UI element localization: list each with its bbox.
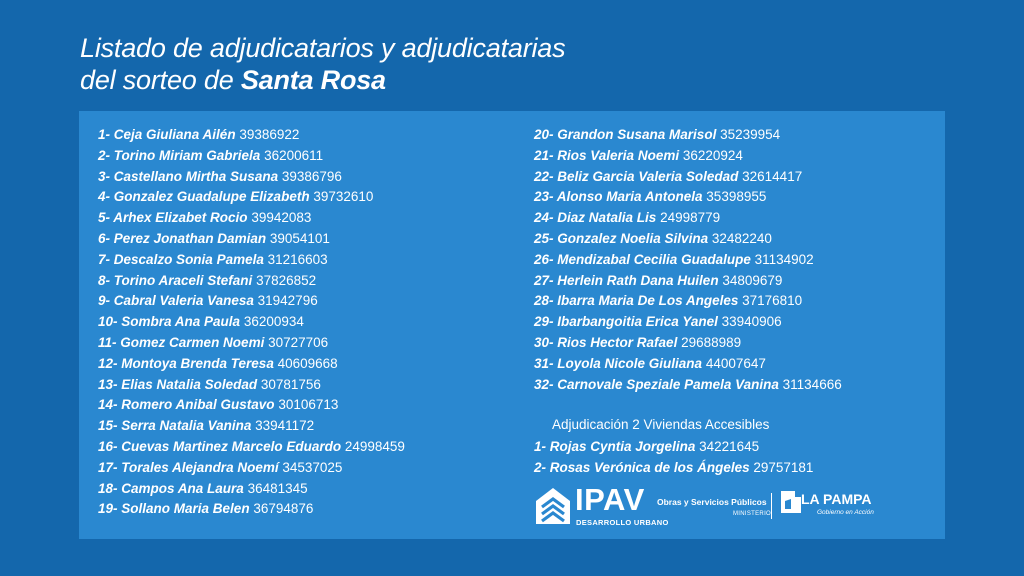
- list-item-dni: 36220924: [682, 147, 743, 163]
- list-item-dni: 37826852: [256, 272, 317, 288]
- list-item: [534, 458, 813, 479]
- list-item-dni: 31216603: [267, 251, 328, 267]
- list-item: [98, 479, 405, 500]
- list-item-number: 1-: [98, 127, 111, 142]
- list-item: [534, 167, 842, 188]
- list-item: [534, 229, 842, 250]
- title-line-2-prefix: del sorteo de: [80, 65, 234, 95]
- list-item-dni: 24998779: [660, 210, 721, 226]
- list-item-number: 10-: [98, 314, 118, 330]
- list-item: [534, 291, 842, 312]
- list-item: [98, 395, 405, 416]
- list-item-number: 31-: [534, 355, 554, 371]
- list-item-name: Loyola Nicole Giuliana: [557, 355, 703, 371]
- list-item-name: Romero Anibal Gustavo: [121, 397, 275, 413]
- list-item-name: Gonzalez Guadalupe Elizabeth: [113, 189, 310, 205]
- list-item-dni: 34221645: [699, 439, 760, 454]
- list-item-dni: 33940906: [721, 314, 782, 330]
- list-item-number: 13-: [98, 376, 118, 392]
- list-item-dni: 37176810: [742, 293, 803, 309]
- list-item: [98, 125, 405, 146]
- list-item-name: Carnovale Speziale Pamela Vanina: [557, 376, 779, 392]
- list-item-name: Alonso Maria Antonela: [556, 189, 703, 205]
- list-item-number: 21-: [534, 147, 554, 163]
- list-item-number: 6-: [98, 230, 111, 246]
- list-item-name: Rios Valeria Noemi: [557, 147, 680, 163]
- list-item-number: 16-: [98, 438, 118, 454]
- list-item-name: Ibarbangoitia Erica Yanel: [557, 314, 718, 330]
- list-item: [98, 499, 405, 520]
- list-item-number: 9-: [98, 293, 111, 309]
- list-item-number: 26-: [534, 251, 554, 267]
- list-item-dni: 31134902: [754, 251, 814, 267]
- list-item: [534, 375, 842, 396]
- list-column-right: [534, 125, 842, 395]
- list-item-name: Rojas Cyntia Jorgelina: [549, 439, 696, 454]
- list-item-dni: 30781756: [260, 376, 321, 392]
- list-item-name: Castellano Mirtha Susana: [113, 168, 279, 184]
- list-panel: [79, 111, 945, 539]
- list-item: [534, 125, 842, 146]
- province-name: LA PAMPA: [801, 491, 872, 507]
- list-item-number: 22-: [534, 168, 554, 184]
- list-item: [98, 146, 405, 167]
- list-item: [98, 229, 405, 250]
- list-item-name: Torales Alejandra Noemí: [121, 459, 279, 475]
- list-item-name: Sollano Maria Belen: [121, 501, 250, 517]
- list-item: [534, 208, 842, 229]
- list-item: [98, 271, 405, 292]
- list-item-number: 27-: [534, 272, 554, 288]
- list-item-dni: 29757181: [753, 459, 814, 475]
- list-item-number: 7-: [98, 251, 111, 267]
- list-item: [98, 187, 405, 208]
- list-item-dni: 24998459: [344, 438, 405, 454]
- list-item-dni: 33941172: [255, 418, 315, 434]
- list-item-number: 12-: [98, 355, 118, 371]
- list-column-left: [98, 125, 405, 520]
- list-item-number: 23-: [534, 189, 554, 205]
- list-item-number: 19-: [98, 501, 118, 517]
- logo-bar: [535, 482, 935, 529]
- list-item: [534, 354, 842, 375]
- title-line-1: Listado de adjudicatarios y adjudicatarias: [80, 33, 566, 63]
- list-item: [98, 208, 405, 229]
- list-item: [98, 312, 405, 333]
- list-item-dni: 39942083: [251, 210, 312, 226]
- list-item-name: Torino Araceli Stefani: [113, 272, 253, 288]
- list-item: [98, 375, 405, 396]
- list-item-dni: 39732610: [313, 189, 374, 205]
- list-item-dni: 35398955: [706, 189, 767, 205]
- list-item-dni: 36481345: [247, 480, 308, 496]
- list-item-dni: 32614417: [742, 168, 803, 184]
- list-item-name: Cabral Valeria Vanesa: [113, 293, 254, 309]
- list-item-name: Serra Natalia Vanina: [121, 418, 252, 434]
- list-item-number: 28-: [534, 293, 554, 309]
- list-item-number: 1-: [534, 439, 547, 454]
- list-item-number: 11-: [98, 334, 117, 350]
- list-item-dni: 34809679: [722, 272, 783, 288]
- list-item-dni: 36794876: [253, 501, 314, 517]
- list-item-dni: 40609668: [277, 355, 338, 371]
- ipav-logo-text: IPAV: [575, 482, 645, 517]
- list-item-name: Gonzalez Noelia Silvina: [557, 230, 709, 246]
- list-item-dni: 30727706: [268, 334, 329, 350]
- logo-divider: [771, 493, 772, 519]
- list-item-dni: 39054101: [269, 230, 330, 246]
- list-item-number: 2-: [534, 459, 547, 475]
- accessible-list: [534, 437, 813, 479]
- list-item-name: Montoya Brenda Teresa: [121, 355, 274, 371]
- list-item-name: Sombra Ana Paula: [121, 314, 241, 330]
- list-item: [534, 312, 842, 333]
- la-pampa-map-icon: [779, 489, 803, 515]
- list-item-name: Perez Jonathan Damian: [113, 230, 267, 246]
- list-item-name: Grandon Susana Marisol: [557, 127, 717, 142]
- list-item-name: Torino Miriam Gabriela: [113, 147, 261, 163]
- accessible-heading: Adjudicación 2 Viviendas Accesibles: [552, 417, 770, 432]
- list-item: [98, 458, 405, 479]
- list-item-dni: 44007647: [705, 355, 766, 371]
- list-item-number: 8-: [98, 272, 111, 288]
- title-line-2: [80, 64, 565, 96]
- list-item: [98, 416, 405, 437]
- list-item: [534, 437, 813, 458]
- list-item-dni: 36200934: [243, 314, 304, 330]
- list-item-dni: 31134666: [782, 376, 842, 392]
- list-item-name: Diaz Natalia Lis: [557, 210, 657, 226]
- list-item: [98, 333, 405, 354]
- list-item-name: Beliz Garcia Valeria Soledad: [557, 168, 739, 184]
- list-item-name: Rios Hector Rafael: [557, 334, 678, 350]
- list-item-dni: 39386922: [239, 127, 300, 142]
- list-item: [534, 333, 842, 354]
- list-item-name: Descalzo Sonia Pamela: [113, 251, 264, 267]
- list-item: [98, 437, 405, 458]
- list-item-number: 29-: [534, 314, 554, 330]
- list-item-number: 15-: [98, 418, 118, 434]
- list-item: [534, 187, 842, 208]
- list-item-dni: 32482240: [711, 230, 772, 246]
- list-item-number: 14-: [98, 397, 118, 413]
- province-slogan: Gobierno en Acción: [817, 509, 874, 516]
- list-item-number: 17-: [98, 459, 118, 475]
- list-item: [98, 167, 405, 188]
- list-item: [534, 146, 842, 167]
- list-item-number: 4-: [98, 189, 111, 205]
- ipav-logo-subtitle: DESARROLLO URBANO: [576, 518, 669, 527]
- list-item-dni: 34537025: [282, 459, 343, 475]
- list-item-dni: 31942796: [257, 293, 318, 309]
- list-item-number: 20-: [534, 127, 554, 142]
- list-item: [98, 291, 405, 312]
- list-item-number: 30-: [534, 334, 554, 350]
- list-item-name: Ceja Giuliana Ailén: [113, 127, 236, 142]
- list-item-dni: 30106713: [278, 397, 339, 413]
- list-item: [534, 271, 842, 292]
- list-item-dni: 36200611: [264, 147, 324, 163]
- list-item: [534, 250, 842, 271]
- list-item-dni: 39386796: [281, 168, 342, 184]
- list-item-name: Mendizabal Cecilia Guadalupe: [557, 251, 751, 267]
- list-item-number: 3-: [98, 168, 111, 184]
- list-item-name: Campos Ana Laura: [121, 480, 244, 496]
- list-item-number: 24-: [534, 210, 554, 226]
- list-item-name: Herlein Rath Dana Huilen: [557, 272, 719, 288]
- list-item-name: Gomez Carmen Noemi: [120, 334, 265, 350]
- ministry-name: Obras y Servicios Públicos: [657, 497, 767, 507]
- list-item-name: Elias Natalia Soledad: [121, 376, 258, 392]
- list-item-name: Ibarra Maria De Los Angeles: [557, 293, 739, 309]
- list-item: [98, 250, 405, 271]
- list-item-number: 2-: [98, 147, 111, 163]
- list-item-number: 25-: [534, 230, 554, 246]
- list-item-number: 5-: [98, 210, 111, 226]
- list-item-number: 32-: [534, 376, 554, 392]
- ipav-house-icon: [535, 487, 571, 525]
- list-item: [98, 354, 405, 375]
- ministry-label: MINISTERIO: [733, 511, 772, 517]
- list-item-name: Arhex Elizabet Rocio: [113, 210, 248, 226]
- list-item-name: Cuevas Martinez Marcelo Eduardo: [121, 438, 342, 454]
- title-location: Santa Rosa: [240, 65, 386, 95]
- list-item-dni: 29688989: [681, 334, 742, 350]
- list-item-name: Rosas Verónica de los Ángeles: [549, 459, 750, 475]
- page-title: [80, 32, 565, 96]
- list-item-number: 18-: [98, 480, 118, 496]
- list-item-dni: 35239954: [720, 127, 781, 142]
